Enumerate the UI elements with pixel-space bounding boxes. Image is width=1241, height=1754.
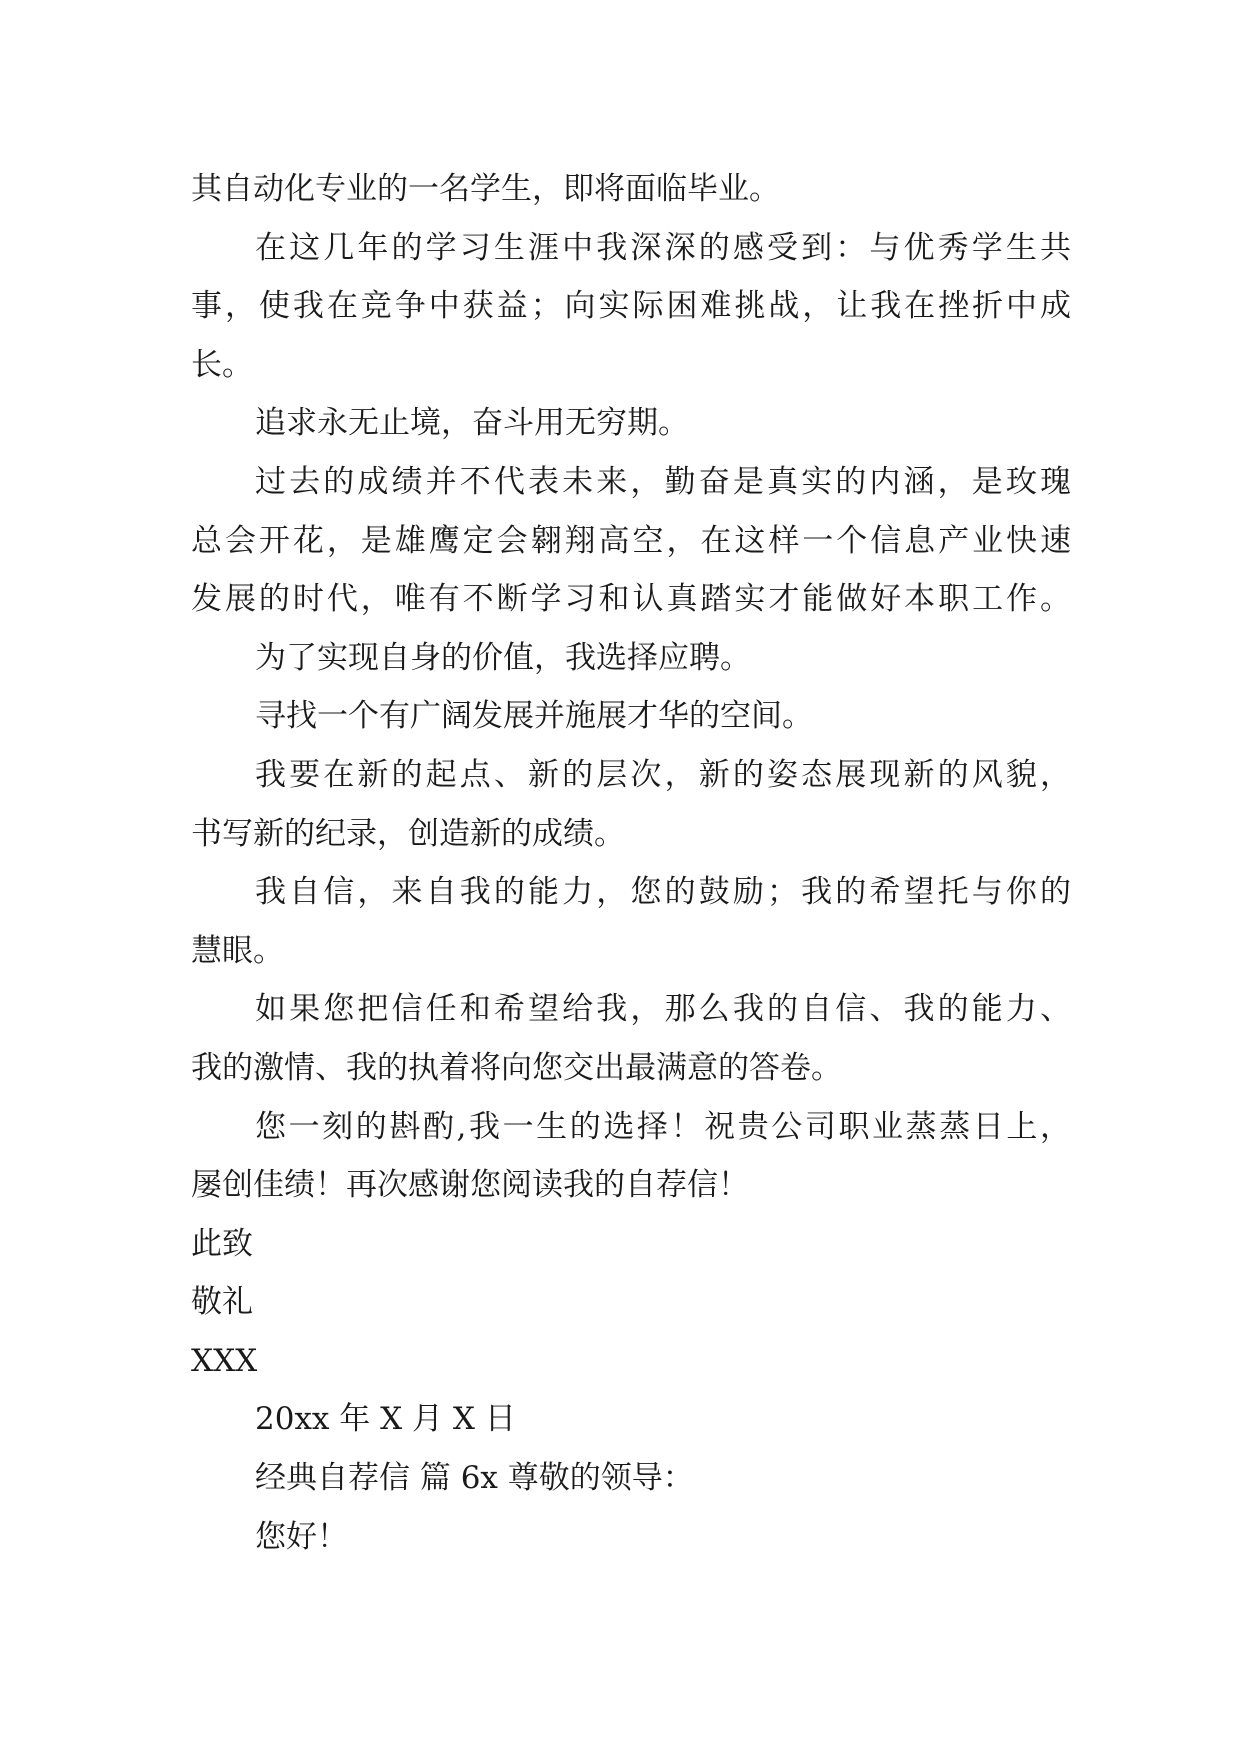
paragraph-line: 发展的时代，唯有不断学习和认真踏实才能做好本职工作。 [191,581,1071,618]
paragraph-line: 在这几年的学习生涯中我深深的感受到：与优秀学生共 [255,229,1071,266]
greeting: 您好！ [255,1518,348,1555]
section-heading: 经典自荐信 篇 6x 尊敬的领导： [255,1460,694,1497]
paragraph-line: 过去的成绩并不代表未来，勤奋是真实的内涵，是玫瑰 [255,463,1071,500]
paragraph-line: 我自信，来自我的能力，您的鼓励；我的希望托与你的 [255,874,1071,911]
paragraph-line: 我的激情、我的执着将向您交出最满意的答卷。 [191,1049,842,1086]
signature-date: 20xx 年 X 月 X 日 [255,1401,516,1438]
closing-salutation: 此致 [191,1225,253,1262]
letter-body [191,160,1071,1566]
paragraph-line: 长。 [191,346,253,383]
paragraph-line: 慧眼。 [191,932,284,969]
paragraph-line: 如果您把信任和希望给我，那么我的自信、我的能力、 [255,991,1071,1028]
paragraph-line: 屡创佳绩！再次感谢您阅读我的自荐信！ [191,1167,749,1204]
paragraph-line: 为了实现自身的价值，我选择应聘。 [255,639,751,676]
paragraph-line: 书写新的纪录，创造新的成绩。 [191,815,625,852]
signature-name: XXX [191,1342,258,1379]
paragraph-line: 追求永无止境，奋斗用无穷期。 [255,405,689,442]
closing-regards: 敬礼 [191,1284,253,1321]
paragraph-line: 您一刻的斟酌,我一生的选择！祝贵公司职业蒸蒸日上， [255,1108,1071,1145]
paragraph-line: 事，使我在竞争中获益；向实际困难挑战，让我在挫折中成 [191,288,1071,325]
paragraph-line: 我要在新的起点、新的层次，新的姿态展现新的风貌， [255,756,1071,793]
paragraph-line: 寻找一个有广阔发展并施展才华的空间。 [255,698,813,735]
paragraph-line: 总会开花，是雄鹰定会翱翔高空，在这样一个信息产业快速 [191,522,1071,559]
paragraph-line: 其自动化专业的一名学生，即将面临毕业。 [191,171,780,207]
